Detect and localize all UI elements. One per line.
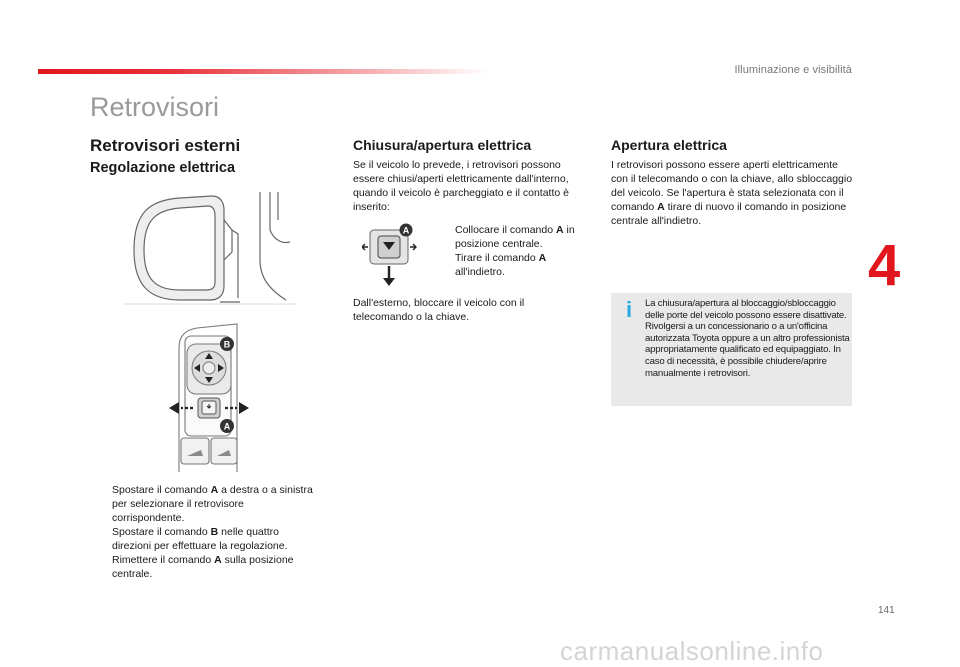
list-item: Collocare il comando A in posizione centrale.	[455, 224, 575, 250]
list-item: Spostare il comando A a destra o a sinistra per selezionare il retrovisore corrispondente.	[112, 484, 313, 524]
list-item: Spostare il comando B nelle quattro direzioni per effettuare la regolazione.	[112, 526, 288, 552]
section-heading-electric-opening: Apertura elettrica	[611, 137, 727, 153]
page-number: 141	[878, 605, 895, 616]
chapter-color-bar	[38, 69, 488, 74]
info-note-box	[611, 293, 852, 406]
door-control-panel-illustration	[165, 322, 253, 472]
folding-steps	[433, 223, 593, 279]
folding-intro: Se il veicolo lo prevede, i retrovisori possono essere chiusi/aperti elettricamente dall'interno, quando il veicolo è parcheggiato e il contatto è inserito:	[353, 159, 569, 213]
page-title: Retrovisori	[90, 92, 220, 122]
section-heading-external-mirrors: Retrovisori esterni	[90, 136, 241, 155]
info-note-text: La chiusura/apertura al bloccaggio/sbloccaggio delle porte del veicolo possono essere disattivate. Rivolgersi a un concessionario o a un'officina autorizzata Toyota oppure a un altro professionista appropriatamente qualificato ed equipaggiato. In caso di necessità, è possibile chiudere/aprire manualmente i retrovisori.	[645, 298, 850, 379]
fold-control-illustration	[362, 222, 420, 292]
chapter-number: 4	[868, 233, 901, 298]
section-heading-folding: Chiusura/apertura elettrica	[353, 137, 532, 153]
info-icon: i	[625, 297, 633, 322]
chapter-title: Illuminazione e visibilità	[734, 64, 852, 76]
subheading-electric-adjustment: Regolazione elettrica	[90, 160, 236, 176]
folding-outro: Dall'esterno, bloccare il veicolo con il telecomando o la chiave.	[353, 297, 525, 323]
list-item: Rimettere il comando A sulla posizione centrale.	[112, 554, 294, 580]
mirror-illustration	[120, 190, 300, 308]
adjustment-steps	[90, 483, 315, 581]
list-item: Tirare il comando A all'indietro.	[455, 252, 547, 278]
electric-opening-text: I retrovisori possono essere aperti elettricamente con il telecomando o con la chiave, allo sbloccaggio del veicolo. Se l'apertura è stata selezionata con il comando A tirare di nuovo il comando in posizione centrale all'indietro.	[611, 159, 853, 227]
watermark: carmanualsonline.info	[560, 636, 824, 666]
callout-label-a: A	[402, 225, 410, 236]
callout-label-b: B	[223, 339, 231, 350]
callout-label-a: A	[223, 421, 231, 432]
